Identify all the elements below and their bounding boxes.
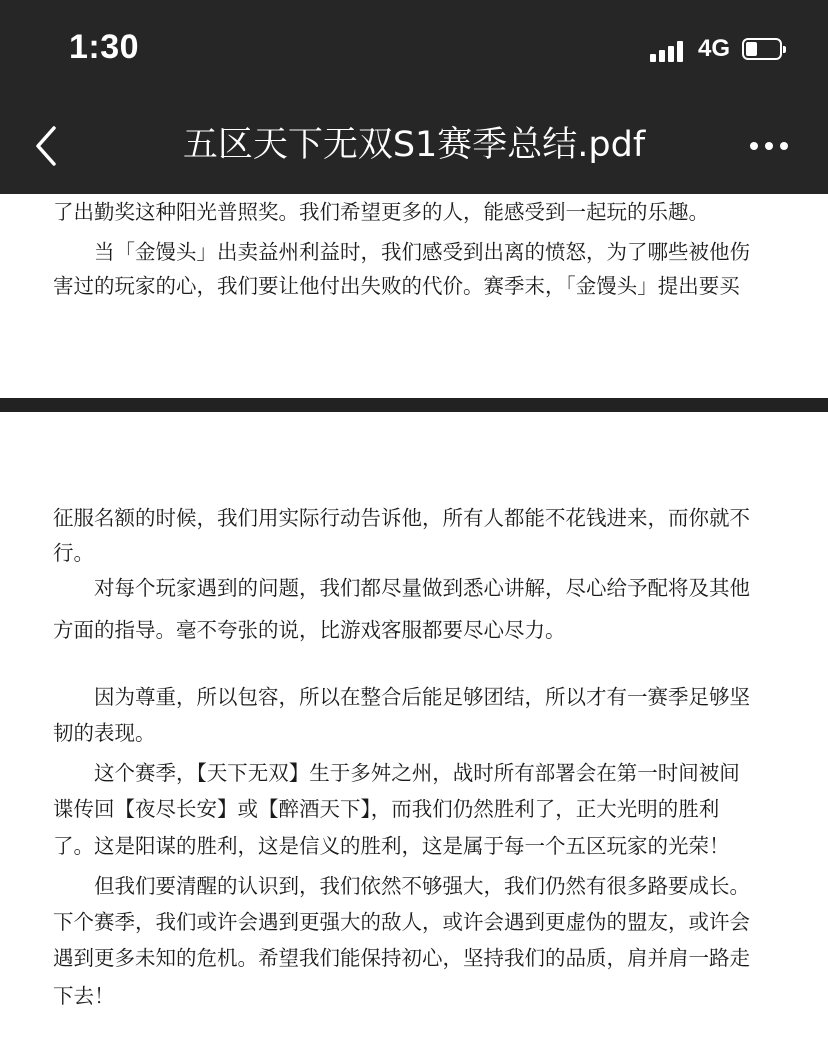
text-line: 了出勤奖这种阳光普照奖。我们希望更多的人，能感受到一起玩的乐趣。 <box>53 200 709 224</box>
text-line: 韧的表现。 <box>53 721 156 745</box>
text-line: 害过的玩家的心，我们要让他付出失败的代价。赛季末，「金馒头」提出要买 <box>53 274 740 298</box>
page-separator <box>0 398 828 412</box>
app-header <box>0 0 828 194</box>
text-line: 遇到更多未知的危机。希望我们能保持初心，坚持我们的品质，肩并肩一路走 <box>53 946 750 970</box>
text-line: 但我们要清醒的认识到，我们依然不够强大，我们仍然有很多路要成长。 <box>53 874 750 898</box>
cellular-signal-icon <box>650 40 686 62</box>
text-line: 行。 <box>53 541 94 565</box>
text-line: 当「金馒头」出卖益州利益时，我们感受到出离的愤怒，为了哪些被他伤 <box>53 240 750 264</box>
more-options-button[interactable] <box>744 128 794 164</box>
text-line: 这个赛季，【天下无双】生于多舛之州，战时所有部署会在第一时间被间 <box>53 761 740 785</box>
more-dots-icon <box>744 128 794 164</box>
back-button[interactable] <box>26 120 70 172</box>
text-line: 谍传回【夜尽长安】或【醉酒天下】，而我们仍然胜利了，正大光明的胜利 <box>53 797 720 821</box>
pdf-page-1[interactable] <box>0 194 828 398</box>
document-title: 五区天下无双S1赛季总结.pdf <box>182 125 646 165</box>
network-type: 4G <box>698 35 731 62</box>
battery-icon <box>742 38 786 62</box>
status-time: 1:30 <box>69 28 140 66</box>
text-line: 因为尊重，所以包容，所以在整合后能足够团结，所以才有一赛季足够坚 <box>53 685 750 709</box>
pdf-page-2[interactable] <box>0 412 828 1044</box>
text-line: 对每个玩家遇到的问题，我们都尽量做到悉心讲解，尽心给予配将及其他 <box>53 576 750 600</box>
text-line: 征服名额的时候，我们用实际行动告诉他，所有人都能不花钱进来，而你就不 <box>53 506 750 530</box>
text-line: 下去！ <box>53 984 115 1008</box>
text-line: 了。这是阳谋的胜利，这是信义的胜利，这是属于每一个五区玩家的光荣！ <box>53 834 730 858</box>
text-line: 下个赛季，我们或许会遇到更强大的敌人，或许会遇到更虚伪的盟友，或许会 <box>53 910 750 934</box>
text-line: 方面的指导。毫不夸张的说，比游戏客服都要尽心尽力。 <box>53 618 566 642</box>
chevron-left-icon <box>26 120 70 172</box>
